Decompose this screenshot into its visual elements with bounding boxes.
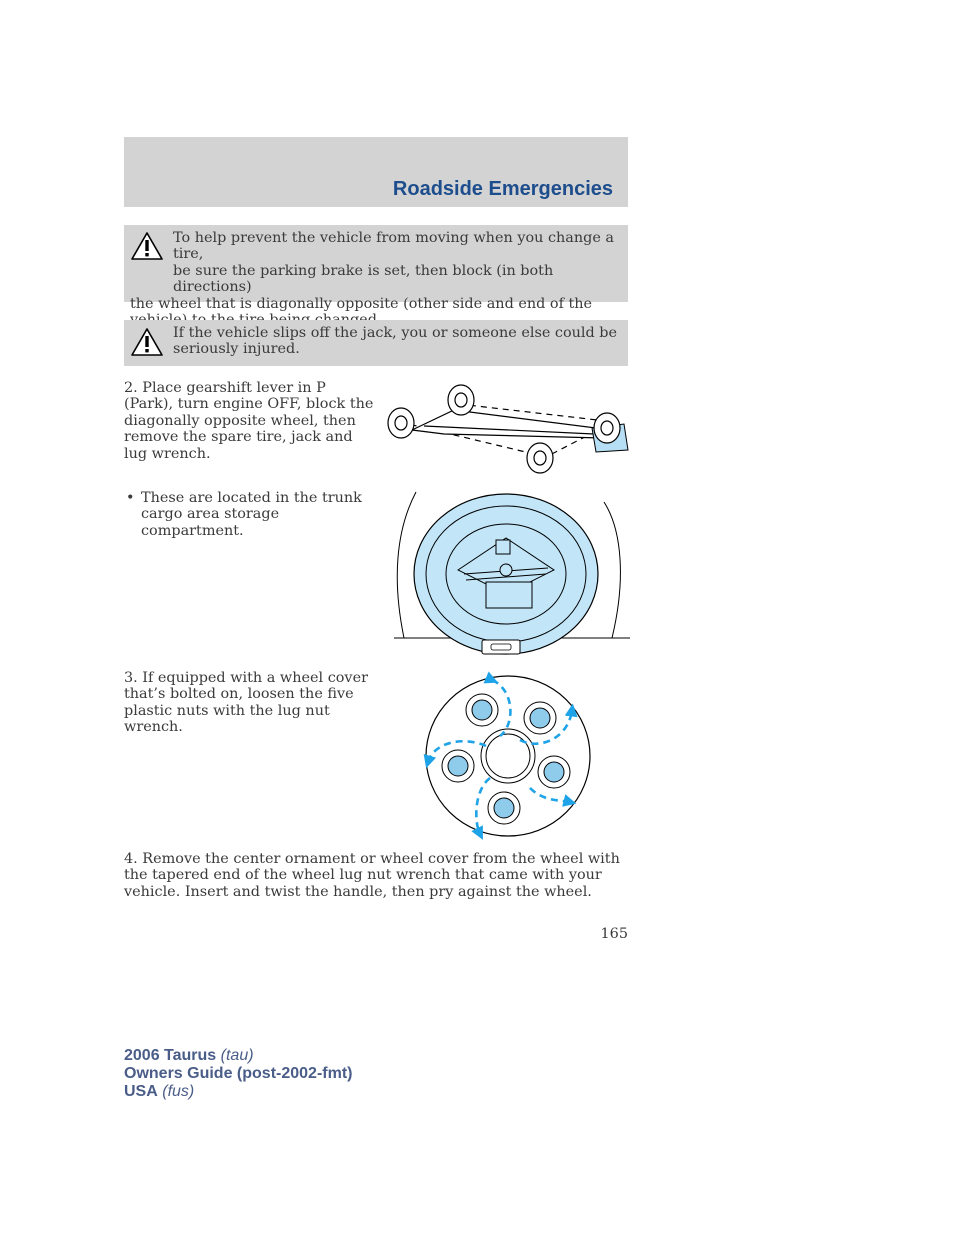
warning-text	[124, 225, 628, 328]
wheel-blocking-diagram	[384, 380, 630, 478]
section-header-band	[124, 137, 628, 207]
footer-line-3	[124, 1083, 352, 1101]
step-4-text: 4. Remove the center ornament or wheel cover from the wheel with the tapered end of the wheel lug nut wrench that came with your vehicle. Insert and twist the handle, then pry against the wheel.	[124, 851, 620, 900]
footer-market: USA	[124, 1083, 158, 1100]
step-2-text: 2. Place gearshift lever in P (Park), turn engine OFF, block the diagonally opposite wheel, then remove the spare tire, jack and lug wrench.	[124, 380, 374, 462]
warning-line-1: If the vehicle slips off the jack, you or someone else could be	[173, 325, 618, 341]
warning-box-jack	[124, 320, 628, 366]
footer-market-code: (fus)	[162, 1083, 195, 1100]
bullet-item	[124, 490, 374, 539]
footer-guide: Owners Guide (post-2002-fmt)	[124, 1065, 353, 1082]
warning-line-2: be sure the parking brake is set, then block (in both directions)	[173, 262, 554, 296]
footer-model: 2006 Taurus	[124, 1047, 217, 1064]
warning-line-1: To help prevent the vehicle from moving when you change a tire,	[173, 230, 615, 263]
footer-line-1	[124, 1047, 352, 1065]
footer-line-2	[124, 1065, 352, 1083]
warning-continuation: the wheel that is diagonally opposite (other side and end of the	[130, 295, 593, 312]
bullet-text: These are located in the trunk cargo area storage compartment.	[141, 490, 362, 539]
step-3-text: 3. If equipped with a wheel cover that’s bolted on, loosen the five plastic nuts with the lug nut wrench.	[124, 670, 368, 736]
warning-text	[124, 320, 628, 358]
warning-triangle-icon	[130, 231, 164, 261]
wheel-cover-nuts-diagram	[420, 670, 594, 840]
bullet-marker: •	[126, 490, 135, 506]
warning-triangle-icon	[130, 327, 164, 357]
page-number: 165	[600, 926, 628, 942]
warning-line-2: seriously injured.	[173, 341, 300, 358]
warning-box-parking	[124, 225, 628, 312]
footer-model-code: (tau)	[220, 1047, 254, 1064]
document-footer	[124, 1047, 352, 1101]
spare-tire-compartment-diagram	[394, 490, 630, 658]
section-title: Roadside Emergencies	[392, 178, 613, 200]
